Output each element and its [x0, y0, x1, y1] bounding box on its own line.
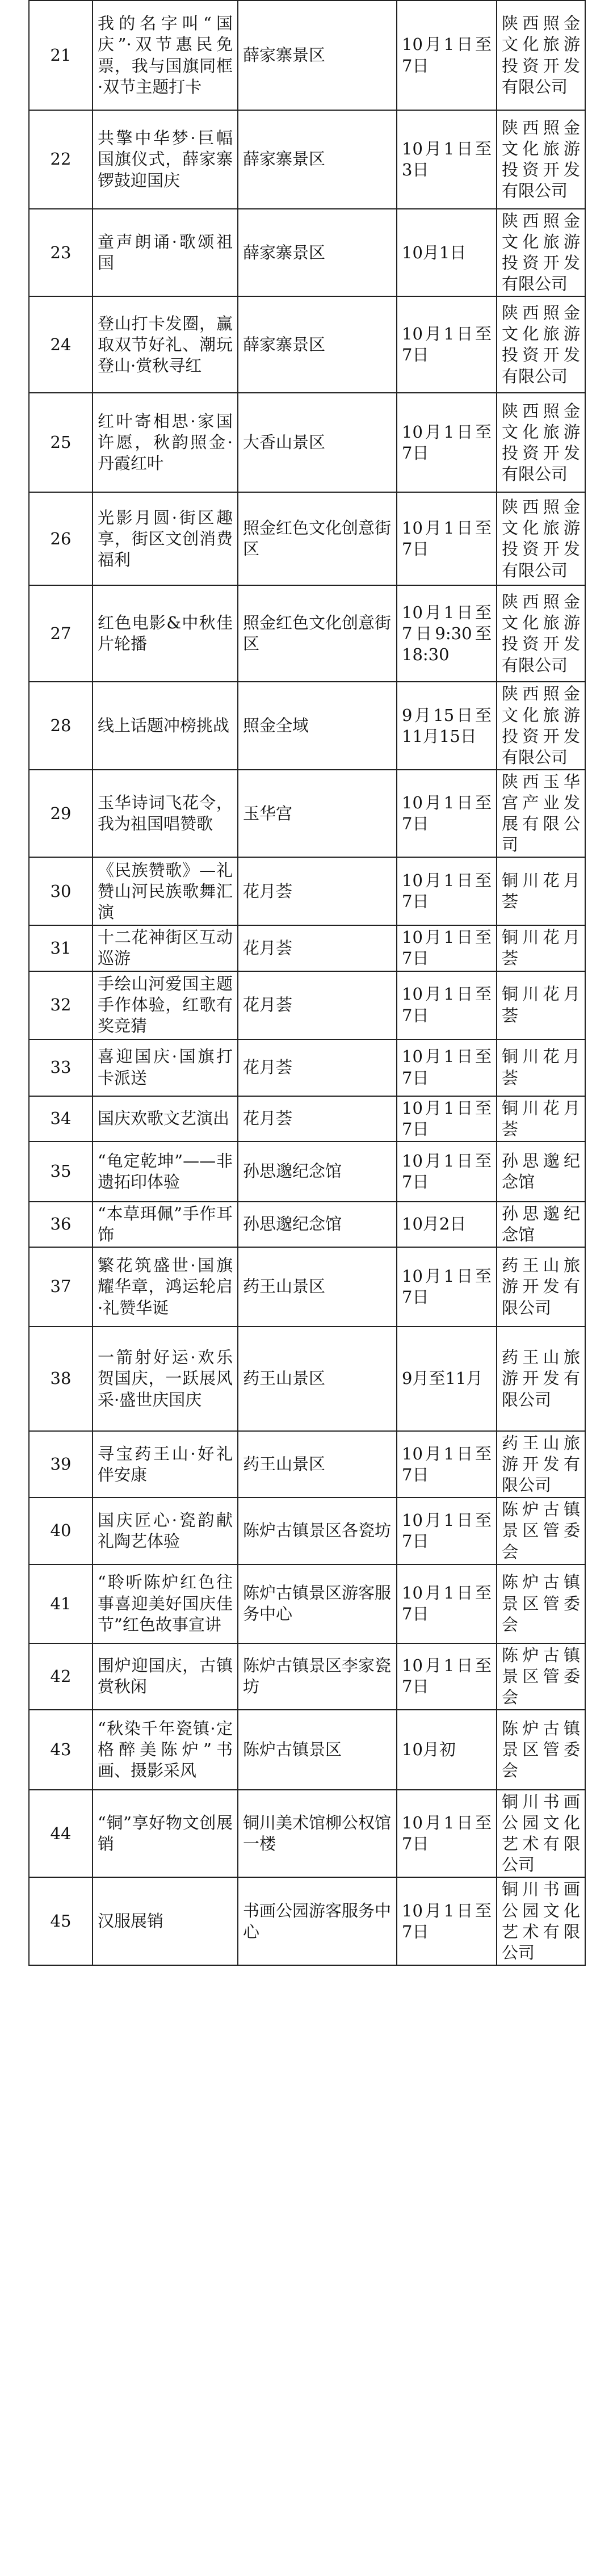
activity-name-cell: “本草珥佩”手作耳饰	[93, 1202, 238, 1247]
organizer-cell: 铜川花月荟	[497, 857, 585, 925]
table-row	[29, 585, 585, 682]
table-row	[29, 1877, 585, 1965]
organizer-cell: 陕西照金文化旅游投资开发有限公司	[497, 682, 585, 769]
table-row	[29, 110, 585, 209]
activity-name-cell: 国庆欢歌文艺演出	[93, 1096, 238, 1142]
location-cell: 花月荟	[238, 857, 397, 925]
activity-name-cell: 手绘山河爱国主题手作体验，红歌有奖竞猜	[93, 971, 238, 1039]
activity-name-cell: 寻宝药王山·好礼伴安康	[93, 1431, 238, 1497]
location-cell: 大香山景区	[238, 393, 397, 492]
organizer-cell: 陈炉古镇景区管委会	[497, 1564, 585, 1643]
row-number-cell: 37	[29, 1247, 93, 1327]
row-number-cell: 22	[29, 110, 93, 209]
table-row	[29, 1431, 585, 1497]
date-cell: 10月1日至7日	[397, 857, 497, 925]
table-row	[29, 1327, 585, 1431]
table-row	[29, 770, 585, 857]
activity-name-cell: 玉华诗词飞花令，我为祖国唱赞歌	[93, 770, 238, 857]
date-cell: 10月1日至7日	[397, 1039, 497, 1096]
location-cell: 铜川美术馆柳公权馆一楼	[238, 1790, 397, 1877]
row-number-cell: 36	[29, 1202, 93, 1247]
location-cell: 陈炉古镇景区各瓷坊	[238, 1497, 397, 1564]
location-cell: 薛家寨景区	[238, 296, 397, 393]
table-row	[29, 1, 585, 110]
table-row	[29, 682, 585, 769]
activity-name-cell: “龟定乾坤”——非遗拓印体验	[93, 1142, 238, 1202]
location-cell: 照金红色文化创意街区	[238, 492, 397, 585]
date-cell: 10月1日至7日	[397, 1877, 497, 1965]
organizer-cell: 陈炉古镇景区管委会	[497, 1643, 585, 1710]
date-cell: 10月1日至3日	[397, 110, 497, 209]
organizer-cell: 陕西照金文化旅游投资开发有限公司	[497, 110, 585, 209]
date-cell: 10月1日至7日	[397, 393, 497, 492]
row-number-cell: 35	[29, 1142, 93, 1202]
row-number-cell: 39	[29, 1431, 93, 1497]
activity-name-cell: 线上话题冲榜挑战	[93, 682, 238, 769]
date-cell: 10月初	[397, 1710, 497, 1790]
date-cell: 10月1日至7日	[397, 1643, 497, 1710]
activity-name-cell: “聆听陈炉红色往事喜迎美好国庆佳节”红色故事宣讲	[93, 1564, 238, 1643]
row-number-cell: 40	[29, 1497, 93, 1564]
row-number-cell: 41	[29, 1564, 93, 1643]
row-number-cell: 29	[29, 770, 93, 857]
organizer-cell: 孙思邈纪念馆	[497, 1142, 585, 1202]
organizer-cell: 陕西照金文化旅游投资开发有限公司	[497, 296, 585, 393]
row-number-cell: 30	[29, 857, 93, 925]
location-cell: 照金全域	[238, 682, 397, 769]
date-cell: 10月1日至7日	[397, 1096, 497, 1142]
events-table	[28, 0, 586, 1966]
location-cell: 药王山景区	[238, 1431, 397, 1497]
date-cell: 10月1日至7日	[397, 1142, 497, 1202]
location-cell: 花月荟	[238, 1096, 397, 1142]
location-cell: 书画公园游客服务中心	[238, 1877, 397, 1965]
location-cell: 花月荟	[238, 1039, 397, 1096]
activity-name-cell: 《民族赞歌》—礼赞山河民族歌舞汇演	[93, 857, 238, 925]
location-cell: 陈炉古镇景区	[238, 1710, 397, 1790]
location-cell: 药王山景区	[238, 1327, 397, 1431]
row-number-cell: 33	[29, 1039, 93, 1096]
row-number-cell: 38	[29, 1327, 93, 1431]
table-row	[29, 296, 585, 393]
organizer-cell: 铜川花月荟	[497, 1096, 585, 1142]
date-cell: 10月1日至7日	[397, 1564, 497, 1643]
activity-name-cell: “秋染千年瓷镇·定格醉美陈炉”书画、摄影采风	[93, 1710, 238, 1790]
table-row	[29, 925, 585, 971]
organizer-cell: 铜川书画公园文化艺术有限公司	[497, 1877, 585, 1965]
date-cell: 10月1日	[397, 209, 497, 296]
row-number-cell: 25	[29, 393, 93, 492]
table-row	[29, 1096, 585, 1142]
table-row	[29, 1142, 585, 1202]
location-cell: 照金红色文化创意街区	[238, 585, 397, 682]
row-number-cell: 28	[29, 682, 93, 769]
table-row	[29, 857, 585, 925]
table-row	[29, 1247, 585, 1327]
date-cell: 10月1日至7日9:30至18:30	[397, 585, 497, 682]
table-row	[29, 1497, 585, 1564]
row-number-cell: 31	[29, 925, 93, 971]
location-cell: 花月荟	[238, 925, 397, 971]
table-row	[29, 1790, 585, 1877]
events-table-body	[29, 1, 585, 1965]
row-number-cell: 32	[29, 971, 93, 1039]
organizer-cell: 陕西照金文化旅游投资开发有限公司	[497, 393, 585, 492]
organizer-cell: 陕西照金文化旅游投资开发有限公司	[497, 492, 585, 585]
organizer-cell: 陕西照金文化旅游投资开发有限公司	[497, 1, 585, 110]
date-cell: 10月1日至7日	[397, 770, 497, 857]
organizer-cell: 铜川书画公园文化艺术有限公司	[497, 1790, 585, 1877]
table-row	[29, 1202, 585, 1247]
date-cell: 10月2日	[397, 1202, 497, 1247]
table-row	[29, 492, 585, 585]
activity-name-cell: 红色电影&中秋佳片轮播	[93, 585, 238, 682]
row-number-cell: 45	[29, 1877, 93, 1965]
activity-name-cell: 共擎中华梦·巨幅国旗仪式，薛家寨锣鼓迎国庆	[93, 110, 238, 209]
location-cell: 药王山景区	[238, 1247, 397, 1327]
activity-name-cell: 光影月圆·街区趣享，街区文创消费福利	[93, 492, 238, 585]
organizer-cell: 药王山旅游开发有限公司	[497, 1431, 585, 1497]
location-cell: 薛家寨景区	[238, 1, 397, 110]
date-cell: 10月1日至7日	[397, 971, 497, 1039]
activity-name-cell: 一箭射好运·欢乐贺国庆，一跃展风采·盛世庆国庆	[93, 1327, 238, 1431]
location-cell: 陈炉古镇景区李家瓷坊	[238, 1643, 397, 1710]
location-cell: 薛家寨景区	[238, 209, 397, 296]
table-row	[29, 1039, 585, 1096]
location-cell: 孙思邈纪念馆	[238, 1202, 397, 1247]
row-number-cell: 34	[29, 1096, 93, 1142]
activity-name-cell: 十二花神街区互动巡游	[93, 925, 238, 971]
activity-name-cell: 登山打卡发圈，赢取双节好礼、潮玩登山·赏秋寻红	[93, 296, 238, 393]
activity-name-cell: 围炉迎国庆，古镇赏秋闲	[93, 1643, 238, 1710]
table-row	[29, 971, 585, 1039]
organizer-cell: 铜川花月荟	[497, 1039, 585, 1096]
organizer-cell: 陈炉古镇景区管委会	[497, 1710, 585, 1790]
organizer-cell: 陈炉古镇景区管委会	[497, 1497, 585, 1564]
date-cell: 10月1日至7日	[397, 1431, 497, 1497]
organizer-cell: 陕西照金文化旅游投资开发有限公司	[497, 209, 585, 296]
organizer-cell: 铜川花月荟	[497, 971, 585, 1039]
organizer-cell: 陕西玉华宫产业发展有限公司	[497, 770, 585, 857]
date-cell: 10月1日至7日	[397, 492, 497, 585]
activity-name-cell: 喜迎国庆·国旗打卡派送	[93, 1039, 238, 1096]
organizer-cell: 陕西照金文化旅游投资开发有限公司	[497, 585, 585, 682]
row-number-cell: 44	[29, 1790, 93, 1877]
row-number-cell: 27	[29, 585, 93, 682]
activity-name-cell: 繁花筑盛世·国旗耀华章，鸿运轮启·礼赞华诞	[93, 1247, 238, 1327]
date-cell: 10月1日至7日	[397, 1497, 497, 1564]
row-number-cell: 26	[29, 492, 93, 585]
location-cell: 孙思邈纪念馆	[238, 1142, 397, 1202]
location-cell: 薛家寨景区	[238, 110, 397, 209]
date-cell: 9月15日至11月15日	[397, 682, 497, 769]
activity-name-cell: 国庆匠心·瓷韵献礼陶艺体验	[93, 1497, 238, 1564]
date-cell: 10月1日至7日	[397, 925, 497, 971]
organizer-cell: 孙思邈纪念馆	[497, 1202, 585, 1247]
table-row	[29, 393, 585, 492]
row-number-cell: 43	[29, 1710, 93, 1790]
row-number-cell: 42	[29, 1643, 93, 1710]
activity-name-cell: 汉服展销	[93, 1877, 238, 1965]
date-cell: 10月1日至7日	[397, 1790, 497, 1877]
row-number-cell: 24	[29, 296, 93, 393]
organizer-cell: 药王山旅游开发有限公司	[497, 1327, 585, 1431]
date-cell: 10月1日至7日	[397, 1247, 497, 1327]
organizer-cell: 药王山旅游开发有限公司	[497, 1247, 585, 1327]
activity-name-cell: 童声朗诵·歌颂祖国	[93, 209, 238, 296]
table-row	[29, 1643, 585, 1710]
row-number-cell: 23	[29, 209, 93, 296]
date-cell: 9月至11月	[397, 1327, 497, 1431]
activity-name-cell: “铜”享好物文创展销	[93, 1790, 238, 1877]
table-row	[29, 1564, 585, 1643]
activity-name-cell: 我的名字叫“国庆”·双节惠民免票，我与国旗同框·双节主题打卡	[93, 1, 238, 110]
date-cell: 10月1日至7日	[397, 1, 497, 110]
row-number-cell: 21	[29, 1, 93, 110]
date-cell: 10月1日至7日	[397, 296, 497, 393]
table-row	[29, 209, 585, 296]
location-cell: 花月荟	[238, 971, 397, 1039]
location-cell: 陈炉古镇景区游客服务中心	[238, 1564, 397, 1643]
activity-name-cell: 红叶寄相思·家国许愿，秋韵照金·丹霞红叶	[93, 393, 238, 492]
organizer-cell: 铜川花月荟	[497, 925, 585, 971]
location-cell: 玉华宫	[238, 770, 397, 857]
table-row	[29, 1710, 585, 1790]
